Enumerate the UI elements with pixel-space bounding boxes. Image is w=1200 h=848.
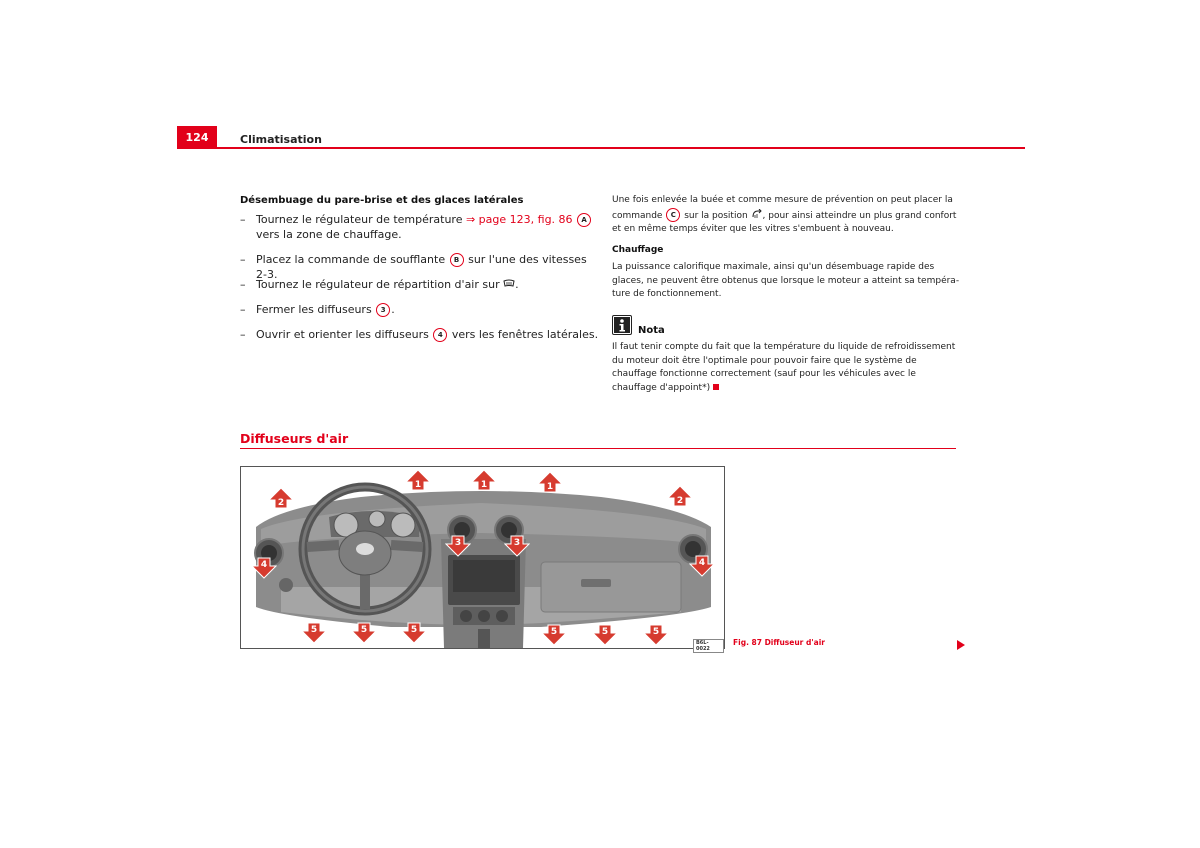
header-rule — [177, 147, 1025, 149]
item-text: . — [515, 278, 519, 291]
arrow-label: 5 — [360, 625, 368, 635]
paragraph-text: , pour ainsi atteindre un plus grand confort et en même temps éviter que les vitres s'embuent à nouveau. — [612, 210, 957, 234]
figure-code: B6L-0022 — [693, 639, 724, 653]
heating-paragraph: La puissance calorifique maximale, ainsi qu'un désembuage rapide des glaces, ne peuvent être obtenus que lorsque le moteur a atteint sa tempéra-ture de fonctionnement. — [612, 262, 960, 299]
vent-arrow-5 — [351, 622, 377, 648]
item-text: Fermer les diffuseurs — [256, 303, 376, 316]
note-paragraph — [612, 341, 962, 395]
arrow-label: 3 — [513, 538, 521, 548]
vent-arrow-3 — [445, 535, 471, 561]
paragraph-text: Une fois enlevée la buée et comme mesure de prévention on peut placer la commande — [612, 195, 953, 221]
windshield-defrost-icon — [503, 279, 515, 289]
arrow-label: 4 — [698, 558, 706, 568]
callout-badge: 3 — [376, 303, 390, 317]
vent-arrow-1 — [537, 471, 563, 497]
list-text — [256, 212, 600, 242]
end-marker-icon — [713, 384, 719, 390]
list-dash: – — [240, 213, 246, 226]
arrow-label: 5 — [601, 627, 609, 637]
item-text: Tournez le régulateur de répartition d'air sur — [256, 278, 504, 291]
item-text: Ouvrir et orienter les diffuseurs — [256, 328, 433, 341]
dashboard-figure — [240, 466, 725, 652]
arrow-label: 3 — [454, 538, 462, 548]
fresh-air-icon — [751, 209, 763, 219]
arrow-label: 2 — [277, 498, 285, 508]
figure-caption: Fig. 87 Diffuseur d'air — [733, 638, 825, 647]
defog-heading: Désembuage du pare-brise et des glaces latérales — [240, 195, 524, 206]
vent-arrow-3 — [504, 535, 530, 561]
next-page-arrow-icon[interactable] — [957, 640, 965, 650]
vent-arrow-4 — [689, 555, 715, 581]
paragraph-text: sur la position — [681, 210, 751, 221]
list-text — [256, 277, 600, 292]
list-dash: – — [240, 303, 246, 316]
paragraph-text: Il faut tenir compte du fait que la température du liquide de refroidissement du moteur doit être l'optimale pour pouvoir faire que le système de chauffage fonctionne correctement (sauf pour les véhicules avec le chauffage d'appoint*) — [612, 342, 956, 393]
list-item — [240, 277, 600, 292]
arrow-label: 5 — [410, 625, 418, 635]
arrow-label: 4 — [260, 560, 268, 570]
list-dash: – — [240, 278, 246, 291]
vent-arrow-5 — [643, 624, 669, 650]
heating-heading: Chauffage — [612, 245, 664, 255]
arrow-label: 5 — [310, 625, 318, 635]
intro-paragraph — [612, 194, 962, 237]
item-text: Tournez le régulateur de température — [256, 213, 466, 226]
arrow-label: 2 — [676, 496, 684, 506]
vent-arrow-1 — [471, 469, 497, 495]
info-icon — [612, 315, 632, 335]
arrow-label: 5 — [550, 627, 558, 637]
list-item — [240, 327, 600, 342]
vent-arrow-5 — [592, 624, 618, 650]
page-number: 124 — [177, 126, 217, 148]
list-dash: – — [240, 328, 246, 341]
arrow-label: 5 — [652, 627, 660, 637]
vent-arrow-2 — [268, 487, 294, 513]
vent-arrow-5 — [401, 622, 427, 648]
list-text — [256, 302, 600, 317]
item-text: sur l'une des vitesses 2-3. — [256, 253, 587, 281]
air-vents-title: Diffuseurs d'air — [240, 431, 349, 446]
callout-badge: C — [666, 208, 680, 222]
section-rule — [240, 448, 956, 449]
callout-badge: 4 — [433, 328, 447, 342]
list-dash: – — [240, 253, 246, 266]
callout-badge: B — [450, 253, 464, 267]
callout-badge: A — [577, 213, 591, 227]
list-item — [240, 212, 600, 242]
item-text: . — [391, 303, 395, 316]
page-reference-link[interactable]: ⇒ page 123, fig. 86 — [465, 213, 573, 226]
vent-arrow-2 — [667, 485, 693, 511]
note-label: Nota — [638, 325, 665, 336]
arrow-label: 1 — [414, 480, 422, 490]
section-title: Climatisation — [240, 133, 322, 146]
vent-arrow-5 — [301, 622, 327, 648]
arrow-label: 1 — [480, 480, 488, 490]
item-text: Placez la commande de soufflante — [256, 253, 449, 266]
item-text: vers les fenêtres latérales. — [448, 328, 599, 341]
vent-arrow-5 — [541, 624, 567, 650]
list-text — [256, 327, 600, 342]
arrow-label: 1 — [546, 482, 554, 492]
vent-arrow-4 — [251, 557, 277, 583]
item-text: vers la zone de chauffage. — [256, 228, 402, 241]
vent-arrow-1 — [405, 469, 431, 495]
list-item — [240, 302, 600, 317]
